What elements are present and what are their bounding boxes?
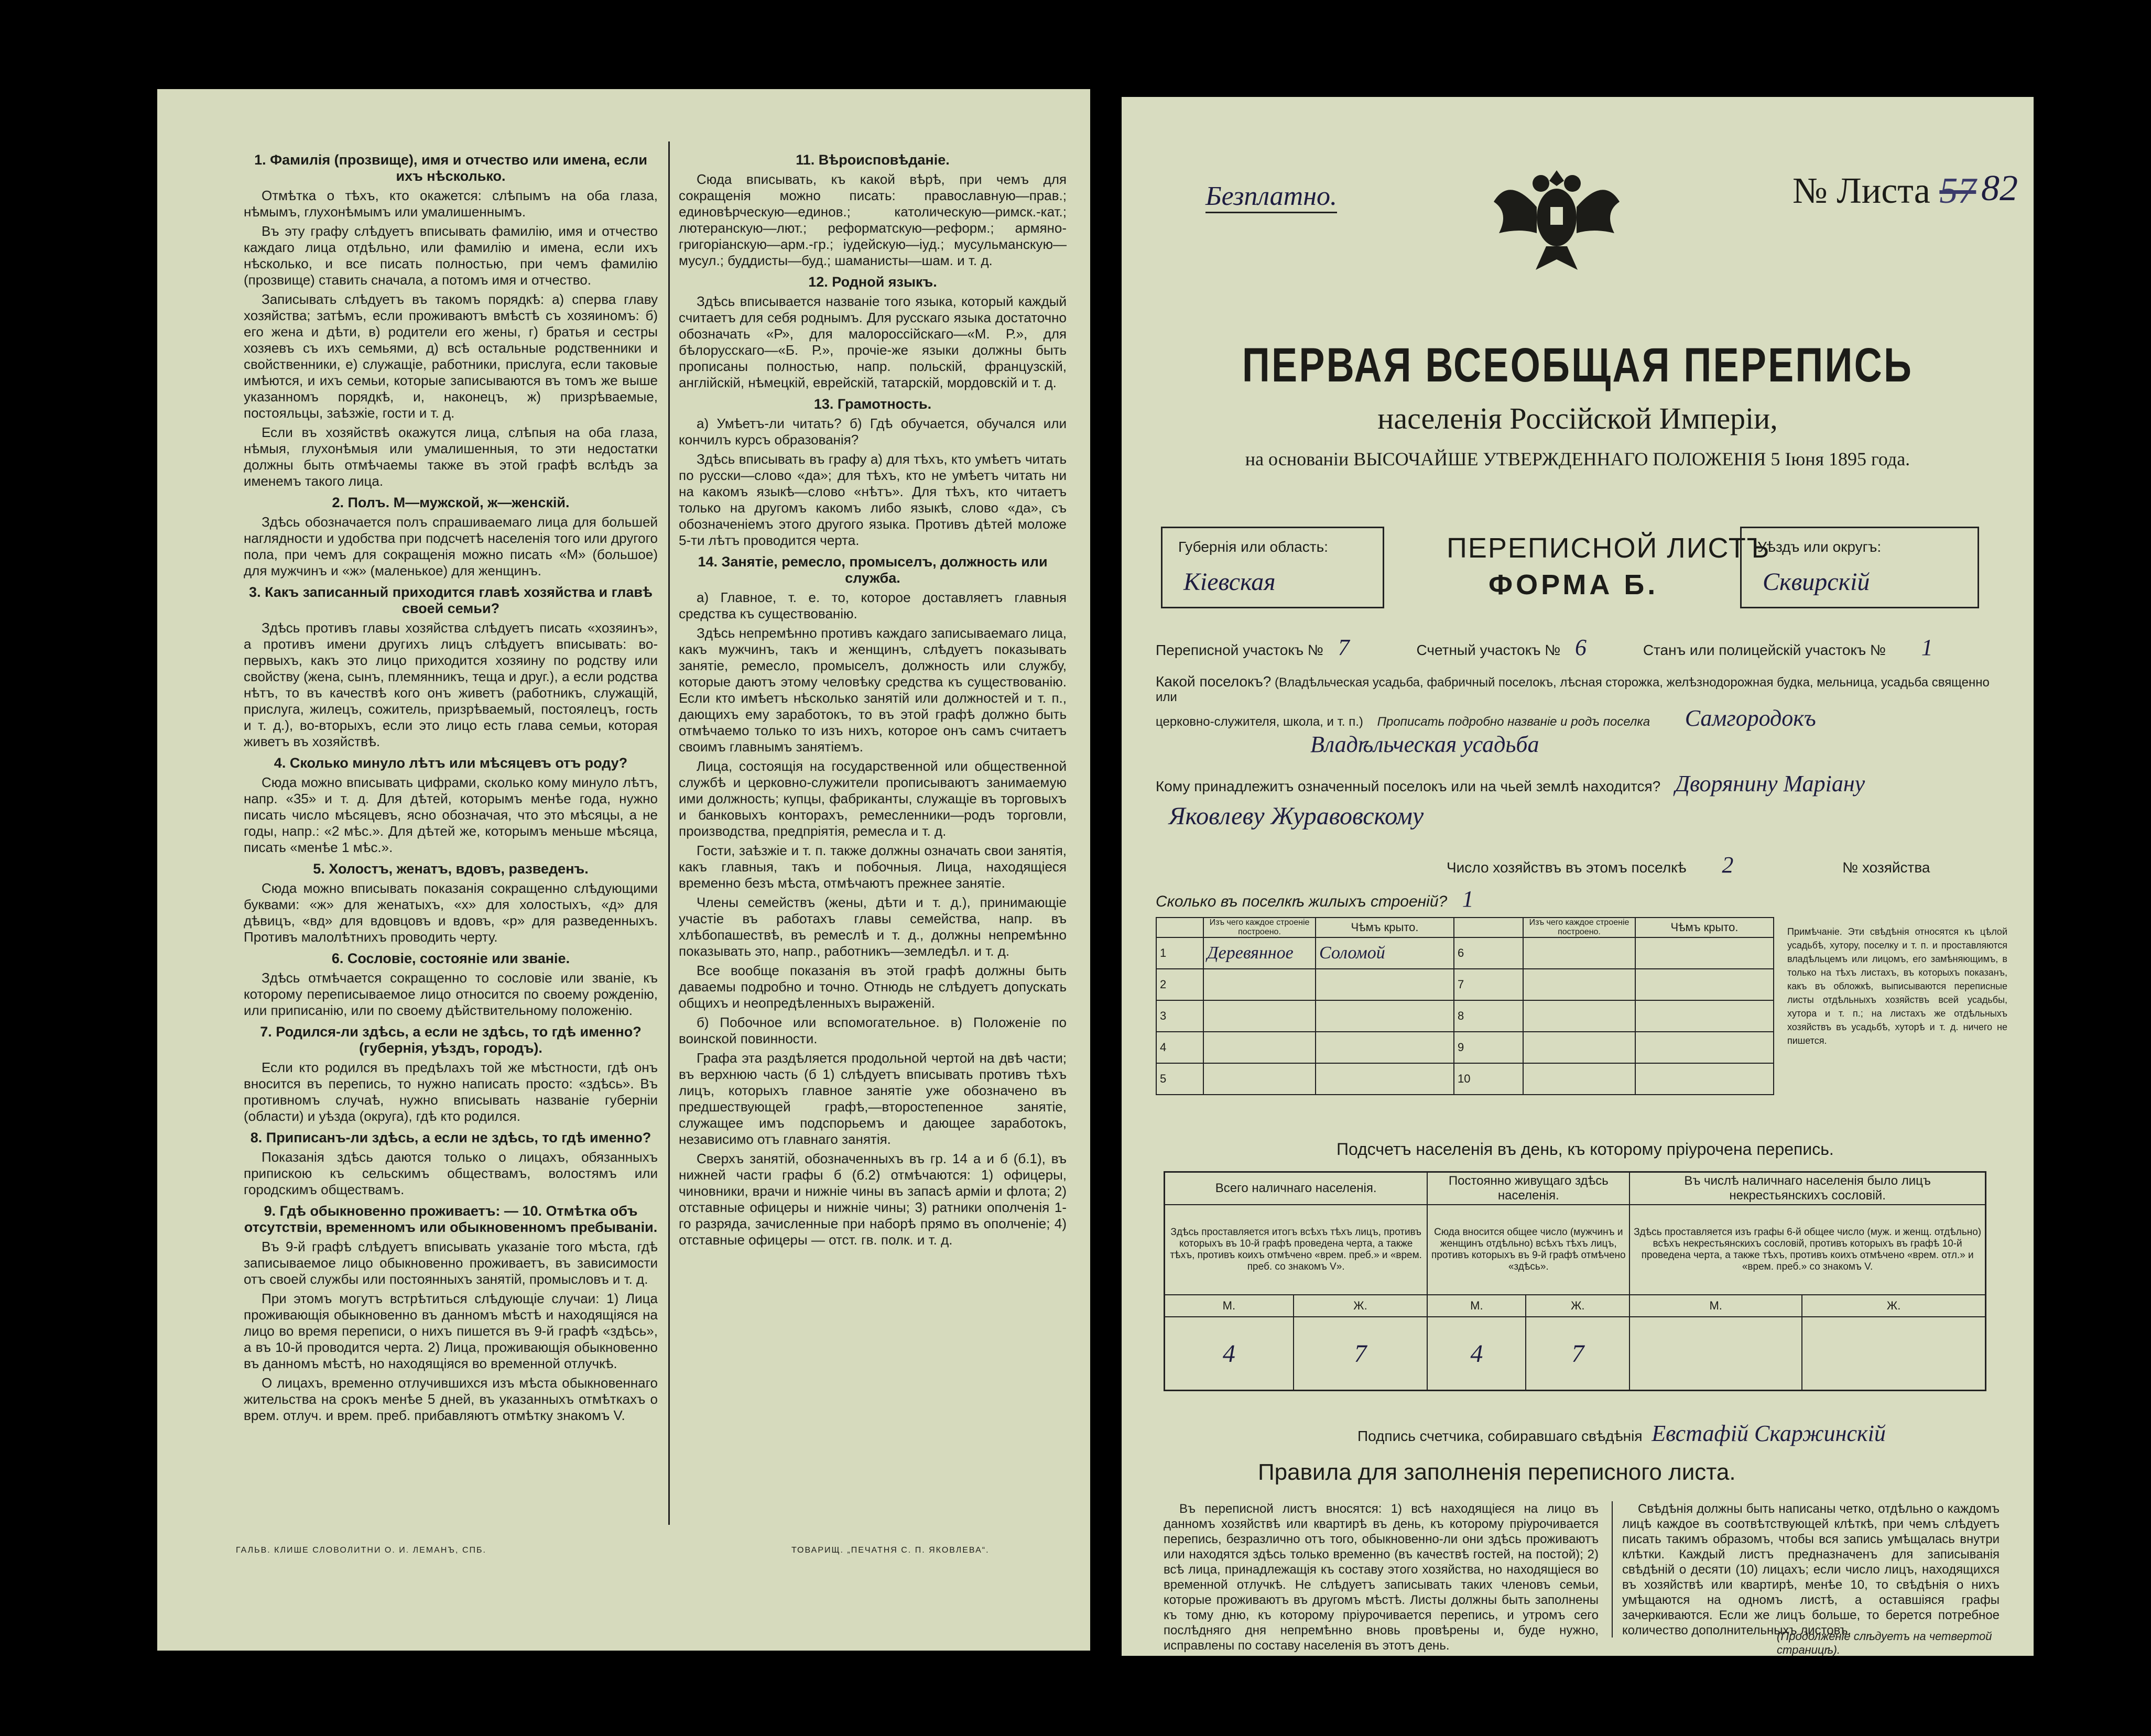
paragraph: Гости, заѣзжіе и т. п. также должны означать свои занятія, какъ главныя, такъ и побочныя. Лица, находящіеся временно безъ мѣста, отмѣчаютъ прежнее занятіе.	[679, 843, 1067, 891]
sheet-title: ПЕРЕПИСНОЙ ЛИСТЪ	[1447, 532, 1770, 564]
buildings-material-head-2: Изъ чего каждое строеніе построено.	[1523, 918, 1635, 937]
building-material	[1203, 1032, 1316, 1063]
buildings-roof-head: Чѣмъ крыто.	[1316, 918, 1454, 937]
paragraph: Здѣсь противъ главы хозяйства слѣдуетъ писать «хозяинъ», а противъ имени другихъ лицъ слѣдуетъ вписывать: во-первыхъ, какъ это лицо приходится хозяину по родству или свойству (жена, сынъ, племянникъ, теща и друг.), а если родства нѣтъ, то въ качествѣ кого онъ живетъ (работникъ, служащій, прислуга, жилецъ, сожитель, призрѣваемый, постоялецъ, гость и т. д.), во-вторыхъ, если это лицо есть глава семьи, которая живетъ въ хозяйствѣ.	[244, 620, 658, 749]
count-column-text: Здѣсь проставляется итогъ всѣхъ тѣхъ лицъ, противъ которыхъ въ 10-й графѣ проведена черта, а также тѣхъ, противъ коихъ отмѣчено «врем. преб.» и «врем. преб. со знакомъ V».	[1165, 1205, 1428, 1295]
paragraph: Въ эту графу слѣдуетъ вписывать фамилію, имя и отчество каждаго лица отдѣльно, или фамилію и имена, если ихъ нѣсколько, и все писать полностью, при чемъ фамилію (прозвище) ставить сначала, а потомъ имя и отчество.	[244, 223, 658, 288]
building-material: Деревянное	[1203, 937, 1316, 969]
count-column-text: Сюда вносится общее число (мужчинъ и женщинъ отдѣльно) всѣхъ тѣхъ лицъ, противъ которыхъ въ 9-й графѣ отмѣчено «здѣсь».	[1427, 1205, 1629, 1295]
male-column-head: М.	[1629, 1295, 1802, 1317]
count-value: 4	[1165, 1317, 1294, 1391]
owner-value-2: Яковлеву Журавовскому	[1169, 802, 1424, 830]
count-value: 7	[1526, 1317, 1629, 1391]
settlement-small: Прописать подробно названіе и родъ поселка	[1377, 715, 1650, 729]
buildings-row	[1156, 1000, 1774, 1032]
buildings-table	[1156, 917, 1774, 1095]
paragraph: Записывать слѣдуетъ въ такомъ порядкѣ: а) сперва главу хозяйства; затѣмъ, если проживаютъ вмѣстѣ съ хозяиномъ: б) его жена и дѣти, в) родители его жены, г) братья и сестры хозяевъ съ ихъ семьями, д) всѣ остальные родственники и свойственники, е) служащіе, работники, прислуга, если таковые имѣются, и ихъ семьи, которые записываются въ томъ же выше указанномъ порядкѣ, и, наконецъ, ж) призрѣваемые, постояльцы, заѣзжіе, гости и т. д.	[244, 291, 658, 421]
section-heading: 7. Родился-ли здѣсь, а если не здѣсь, то гдѣ именно? (губернія, уѣздъ, городъ).	[260, 1024, 642, 1056]
building-material	[1523, 937, 1635, 969]
settlement-note-2: церковно-служителя, школа, и т. п.)	[1156, 715, 1363, 729]
count-value: 4	[1427, 1317, 1526, 1391]
count-value	[1802, 1317, 1985, 1391]
building-roof	[1635, 937, 1774, 969]
count-column-head: Постоянно живущаго здѣсь населенія.	[1427, 1172, 1629, 1205]
paragraph: Сюда вписывать, къ какой вѣрѣ, при чемъ для сокращенія можно писать: православную—прав.; единовѣрческую—единов.; католическую—римск.-кат.; лютеранскую—лют.; реформатскую—реформ.; армяно-григоріанскую—арм.-гр.; іудейскую—іуд.; мусульманскую—мусул.; буддисты—буд.; шаманисты—шам. и т. д.	[679, 171, 1067, 268]
section-heading: 13. Грамотность.	[813, 396, 932, 412]
section-heading: 14. Занятіе, ремесло, промыселъ, должность или служба.	[698, 554, 1048, 586]
section-heading: 8. Приписанъ-ли здѣсь, а если не здѣсь, то гдѣ именно?	[250, 1130, 651, 1145]
household-number-label: № хозяйства	[1842, 859, 1930, 876]
building-material	[1203, 1000, 1316, 1032]
right-page	[1122, 97, 2034, 1656]
police-district-value: 1	[1921, 635, 1933, 660]
count-district-value: 6	[1575, 635, 1587, 660]
building-roof	[1316, 1000, 1454, 1032]
building-material	[1523, 1032, 1635, 1063]
households-label: Число хозяйствъ въ этомъ поселкѣ	[1447, 859, 1687, 876]
population-count-table	[1164, 1171, 1986, 1391]
paragraph: При этомъ могутъ встрѣтиться слѣдующіе случаи: 1) Лица проживающія обыкновенно въ данномъ мѣстѣ и находящіяся на лицо во время переписи, о нихъ пишется въ 9-й графѣ «здѣсь», а въ 10-й проводится черта. 2) Лица, проживающія обыкновенно въ данномъ мѣстѣ, но находящіяся во временной отлучкѣ.	[244, 1291, 658, 1371]
building-roof	[1635, 1000, 1774, 1032]
building-number: 5	[1156, 1063, 1203, 1095]
free-label: Безплатно.	[1205, 181, 1337, 213]
sheet-number-extra: 82	[1981, 168, 2018, 209]
section-heading: 11. Вѣроисповѣданіе.	[796, 152, 950, 168]
building-number: 10	[1454, 1063, 1523, 1095]
building-roof	[1316, 1063, 1454, 1095]
paragraph: Лица, состоящія на государственной или общественной службѣ и церковно-служители прописываютъ занимаемую ими должность; купцы, фабриканты, служащіе въ торговыхъ и банковыхъ конторахъ, ремесленники—родъ торговли, производства, предпріятія, ремесла и т. д.	[679, 758, 1067, 839]
census-district-label: Переписной участокъ №	[1156, 642, 1323, 658]
owner-label: Кому принадлежитъ означенный поселокъ или на чьей землѣ находится?	[1156, 778, 1661, 794]
rules-left: Въ переписной листъ вносятся: 1) всѣ находящіеся на лицо въ данномъ хозяйствѣ или квартирѣ въ день, къ которому пріурочивается перепись, безразлично отъ того, обыкновенно-ли они здѣсь проживаютъ или находятся здѣсь только временно (въ качествѣ гостей, на постой); 2) всѣ лица, принадлежащія къ составу этого хозяйства, но находящіеся во временной отлучкѣ. Не слѣдуетъ записывать таких членовъ семьи, которые проживаютъ въ другомъ мѣстѣ. Листы должны быть заполнены къ тому дню, къ которому пріурочивается перепись, и утромъ сего послѣдняго дня непремѣнно вновь провѣрены и, буде нужно, исправлены по составу населенія въ этотъ день.	[1164, 1502, 1599, 1653]
paragraph: О лицахъ, временно отлучившихся изъ мѣста обыкновеннаго жительства на срокъ менѣе 5 дней, въ указанныхъ отмѣткахъ о врем. отлуч. и врем. преб. прибавляютъ отмѣтку знакомъ V.	[244, 1375, 658, 1423]
paragraph: Если въ хозяйствѣ окажутся лица, слѣпыя на оба глаза, нѣмыя, глухонѣмыя или умалишенныя, то эти недостатки должны быть отмѣчаемы также въ этой графѣ вслѣдъ за именемъ такого лица.	[244, 424, 658, 489]
count-district-label: Счетный участокъ №	[1416, 642, 1561, 658]
owner-row	[1156, 770, 2005, 797]
count-value: 7	[1294, 1317, 1428, 1391]
section-heading: 12. Родной языкъ.	[808, 274, 937, 290]
building-number: 4	[1156, 1032, 1203, 1063]
households-row	[1447, 851, 2023, 878]
paragraph: Отмѣтка о тѣхъ, кто окажется: слѣпымъ на оба глаза, нѣмымъ, глухонѣмымъ или умалишеннымъ.	[244, 188, 658, 220]
building-number: 2	[1156, 969, 1203, 1000]
section-heading: 1. Фамилія (прозвище), имя и отчество или имена, если ихъ нѣсколько.	[254, 152, 647, 184]
buildings-row	[1156, 1032, 1774, 1063]
paragraph: Сюда можно вписывать показанія сокращенно слѣдующими буквами: «ж» для женатыхъ, «х» для холостыхъ, «д» для дѣвицъ, «вд» для вдовцовъ и вдовъ, «р» для разведенныхъ. Противъ малолѣтнихъ проводить черту.	[244, 880, 658, 945]
rules-divider	[1612, 1501, 1613, 1637]
continuation-note: (Продолженіе слѣдуетъ на четвертой страницѣ).	[1777, 1630, 1992, 1656]
column-divider	[668, 141, 670, 1525]
building-material	[1523, 969, 1635, 1000]
buildings-roof-head-2: Чѣмъ крыто.	[1635, 918, 1774, 937]
households-value: 2	[1722, 852, 1734, 878]
left-page	[157, 89, 1090, 1651]
settlement-row	[1156, 673, 2005, 705]
building-roof	[1316, 969, 1454, 1000]
building-material	[1523, 1063, 1635, 1095]
sheet-number	[1792, 170, 1976, 212]
building-number: 6	[1454, 937, 1523, 969]
gubernia-label: Губернія или область:	[1178, 539, 1328, 555]
paragraph: Въ 9-й графѣ слѣдуетъ вписывать указаніе того мѣста, гдѣ записываемое лицо обыкновенно проживаетъ, въ зависимости отъ своей службы или постоянныхъ занятій, промысловъ и т. д.	[244, 1239, 658, 1287]
section-heading: 9. Гдѣ обыкновенно проживаетъ: — 10. Отмѣтка объ отсутствіи, временномъ или обыкновенномъ пребываніи.	[244, 1203, 658, 1235]
building-number: 9	[1454, 1032, 1523, 1063]
signature-label: Подпись счетчика, собиравшаго свѣдѣнія	[1357, 1428, 1643, 1444]
paragraph: Здѣсь вписывается названіе того языка, который каждый считаетъ для себя роднымъ. Для русскаго языка достаточно обозначать «Р», для малороссійскаго—«М. Р.», для бѣлорусскаго—«Б. Р.», прочіе-же языки должны быть прописаны полностью, напр. польскій, французскій, англійскій, нѣмецкій, еврейскій, татарскій, мордовскій и т. д.	[679, 293, 1067, 390]
census-district-row	[1156, 634, 2005, 661]
settlement-type: Владѣльческая усадьба	[1310, 731, 1539, 757]
population-count-title: Подсчетъ населенія въ день, къ которому пріурочена перепись.	[1337, 1140, 1834, 1159]
paragraph: б) Побочное или вспомогательное. в) Положеніе по воинской повинности.	[679, 1014, 1067, 1046]
instructions-column-1	[244, 147, 658, 1530]
footer-left: ГАЛЬВ. КЛИШЕ СЛОВОЛИТНИ О. И. ЛЕМАНЪ, СПБ.	[236, 1546, 486, 1555]
building-roof	[1635, 1063, 1774, 1095]
section-heading: 3. Какъ записанный приходится главѣ хозяйства и главѣ своей семьи?	[249, 584, 653, 616]
paragraph: а) Главное, т. е. то, которое доставляетъ главныя средства къ существованію.	[679, 589, 1067, 621]
building-material	[1203, 969, 1316, 1000]
male-column-head: М.	[1427, 1295, 1526, 1317]
building-roof	[1635, 1032, 1774, 1063]
buildings-row	[1156, 969, 1774, 1000]
form-title: ФОРМА Б.	[1489, 569, 1659, 600]
count-column-head: Всего наличнаго населенія.	[1165, 1172, 1428, 1205]
paragraph: Показанія здѣсь даются только о лицахъ, обязанныхъ припискою къ сельскимъ обществамъ, волостямъ или городскимъ обществамъ.	[244, 1149, 658, 1197]
male-column-head: М.	[1165, 1295, 1294, 1317]
buildings-row	[1156, 937, 1774, 969]
settlement-name: Самгородокъ	[1685, 705, 1816, 731]
buildings-note: Примѣчаніе. Эти свѣдѣнія относятся къ цѣлой усадьбѣ, хутору, поселку и т. п. и проставляются владѣльцемъ или лицомъ, его замѣняющимъ, в только на тѣхъ листахъ, въ которыхъ показанъ, какъ въ обложкѣ, выписываются переписные листы отдѣльныхъ хозяйствъ всей усадьбы, хутора и т. п.; на листахъ же отдѣльныхъ хозяйствъ въ усадьбѣ, хуторѣ и т. д. ничего не пишется.	[1787, 926, 2007, 1046]
paragraph: а) Умѣетъ-ли читать? б) Гдѣ обучается, обучался или кончилъ курсъ образованія?	[679, 416, 1067, 447]
signature-row	[1357, 1420, 1886, 1447]
building-number: 1	[1156, 937, 1203, 969]
buildings-material-head: Изъ чего каждое строеніе построено.	[1203, 918, 1316, 937]
double-headed-eagle-emblem	[1489, 155, 1625, 275]
gubernia-value: Кіевская	[1183, 568, 1276, 596]
owner-value: Дворянину Марiану	[1675, 771, 1865, 796]
uezd-label: Уѣздъ или округъ:	[1757, 539, 1882, 555]
building-number: 3	[1156, 1000, 1203, 1032]
paragraph: Если кто родился въ предѣлахъ той же мѣстности, гдѣ онъ вносится въ перепись, то нужно написать просто: «здѣсь». Въ противномъ случаѣ, нужно вписывать названіе губерніи (области) и уѣзда (округа), гдѣ кто родился.	[244, 1060, 658, 1124]
female-column-head: Ж.	[1802, 1295, 1985, 1317]
census-title: ПЕРВАЯ ВСЕОБЩАЯ ПЕРЕПИСЬ	[1242, 339, 1914, 392]
paragraph: Все вообще показанія въ этой графѣ должны быть даваемы подробно и точно. Отнюдь не слѣдуетъ допускать общихъ и неопредѣленныхъ выраженій.	[679, 963, 1067, 1011]
sheet-number-value: 57	[1939, 171, 1976, 211]
footer-right: ТОВАРИЩ. „ПЕЧАТНЯ С. П. ЯКОВЛЕВА“.	[791, 1546, 990, 1555]
section-heading: 4. Сколько минуло лѣтъ или мѣсяцевъ отъ роду?	[274, 755, 628, 771]
section-heading: 6. Сословіе, состояніе или званіе.	[331, 951, 570, 966]
section-heading: 2. Полъ. М—мужской, ж—женскій.	[332, 495, 570, 510]
rules-title: Правила для заполненія переписного листа.	[1258, 1459, 1736, 1485]
settlement-label: Какой поселокъ?	[1156, 673, 1272, 690]
buildings-label: Сколько въ поселкѣ жилыхъ строеній?	[1156, 893, 1448, 910]
female-column-head: Ж.	[1294, 1295, 1428, 1317]
section-heading: 5. Холостъ, женатъ, вдовъ, разведенъ.	[313, 861, 589, 877]
census-subtitle: населенія Россійской Имперіи,	[1377, 401, 1778, 435]
count-value	[1629, 1317, 1802, 1391]
settlement-row-2	[1156, 705, 2005, 731]
paragraph: Сюда можно вписывать цифрами, сколько кому минуло лѣтъ, напр. «35» и т. д. Для дѣтей, которымъ менѣе года, нужно писать число мѣсяцевъ, ясно обозначая, что это мѣсяцы, а не годы, напр.: «2 мѣс.». Для дѣтей же, которымъ меньше мѣсяца, писать «менѣе 1 мѣс.».	[244, 774, 658, 855]
building-roof	[1316, 1032, 1454, 1063]
building-roof	[1635, 969, 1774, 1000]
building-material	[1523, 1000, 1635, 1032]
paragraph: Здѣсь непремѣнно противъ каждаго записываемаго лица, какъ мужчинъ, такъ и женщинъ, слѣдуетъ показывать занятіе, ремесло, промыселъ, должность или службу, которые даютъ этому человѣку средства къ существованію. Если кто имѣетъ нѣсколько занятій или должностей и т. п., дающихъ ему заработокъ, то въ этой графѣ должно быть отмѣчаемо только то изъ нихъ, которое онъ самъ считаетъ своимъ главнымъ занятіемъ.	[679, 625, 1067, 755]
buildings-row	[1156, 886, 1474, 912]
census-district-value: 7	[1338, 635, 1350, 660]
building-roof: Соломой	[1316, 937, 1454, 969]
paragraph: Здѣсь обозначается полъ спрашиваемаго лица для большей наглядности и удобства при подсчетѣ населенія того или другого пола, при чемъ для сокращенія можно писать «М» (большое) для мужчинъ и «ж» (маленькое) для женщинъ.	[244, 514, 658, 578]
paragraph: Здѣсь вписывать въ графу а) для тѣхъ, кто умѣетъ читать по русски—слово «да»; для тѣхъ, кто не умѣетъ читать ни на какомъ языкѣ—слово «нѣтъ». Для тѣхъ, кто читаетъ только на другомъ какомъ либо языкѣ, слово «да», съ обозначеніемъ этого другого языка. Противъ дѣтей моложе 5-ти лѣтъ проводится черта.	[679, 451, 1067, 548]
census-basis: на основаніи ВЫСОЧАЙШЕ УТВЕРЖДЕННАГО ПОЛОЖЕНІЯ 5 Іюня 1895 года.	[1245, 449, 1910, 470]
building-number: 7	[1454, 969, 1523, 1000]
uezd-value: Сквирскій	[1763, 568, 1870, 596]
paragraph: Сверхъ занятій, обозначенныхъ въ гр. 14 а и б (б.1), въ нижней части графы б (б.2) отмѣчаются: 1) офицеры, чиновники, врачи и нижніе чины въ запасѣ арміи и флота; 2) отставные офицеры и нижніе чины; 3) ратники ополченія 1-го разряда, зачисленные при наборѣ прямо въ ополченіе; 4) отставные офицеры — отст. гв. полк. и т. д.	[679, 1151, 1067, 1248]
count-column-text: Здѣсь проставляется изъ графы 6-й общее число (муж. и женщ. отдѣльно) всѣхъ некрестьянскихъ сословій, противъ которыхъ въ графѣ 10-й проведена черта, а также тѣхъ, противъ коихъ отмѣчено «врем. отл.» и «врем. преб.» со знакомъ V.	[1629, 1205, 1985, 1295]
signature-value: Евстафій Скаржинскій	[1652, 1421, 1886, 1446]
instructions-column-2	[679, 147, 1067, 1530]
buildings-row	[1156, 1063, 1774, 1095]
building-number: 8	[1454, 1000, 1523, 1032]
paragraph: Члены семействъ (жены, дѣти и т. д.), принимающіе участіе въ работахъ главы семейства, напр. въ хлѣбопашествѣ, въ ремеслѣ и т. д., должны непремѣнно показывать это, напр., работникъ—земледѣл. и т. д.	[679, 894, 1067, 959]
buildings-value: 1	[1462, 886, 1474, 912]
count-column-head: Въ числѣ наличнаго населенія было лицъ некрестьянскихъ сословій.	[1629, 1172, 1985, 1205]
sheet-number-label: № Листа	[1792, 171, 1930, 211]
gubernia-box	[1161, 527, 1384, 608]
paragraph: Графа эта раздѣляется продольной чертой на двѣ части; въ верхнюю часть (б 1) слѣдуетъ вписывать противъ тѣхъ лицъ, которыхъ главное занятіе уже обозначено въ предшествующей графѣ,—второстепенное занятіе, служащее имъ подспорьемъ и дающее заработокъ, независимо отъ главнаго занятія.	[679, 1050, 1067, 1147]
building-material	[1203, 1063, 1316, 1095]
police-district-label: Станъ или полицейскій участокъ №	[1643, 642, 1886, 658]
settlement-note: (Владѣльческая усадьба, фабричный поселокъ, лѣсная сторожка, желѣзнодорожная будка, мельница, усадьба священно или	[1156, 675, 1990, 704]
paragraph: Здѣсь отмѣчается сокращенно то сословіе или званіе, къ которому переписываемое лицо относится по своему рожденію, или приписанію, или по своему дѣйствительному положенію.	[244, 970, 658, 1018]
uezd-box	[1740, 527, 1979, 608]
rules-right: Свѣдѣнія должны быть написаны четко, отдѣльно о каждомъ лицѣ каждое въ соотвѣтствующей клѣткѣ, при чемъ слѣдуетъ писать такимъ образомъ, чтобы вся запись умѣщалась внутри клѣтки. Каждый листъ предназначенъ для записыванія свѣдѣній о десяти (10) лицахъ; если число лицъ, находящихся въ хозяйствѣ или квартирѣ, менѣе 10, то свѣдѣнія о нихъ умѣщаются на одномъ листѣ, а оставшіяся графы зачеркиваются. Если же лицъ больше, то берется потребное количество дополнительныхъ листовъ.	[1622, 1502, 2000, 1637]
female-column-head: Ж.	[1526, 1295, 1629, 1317]
